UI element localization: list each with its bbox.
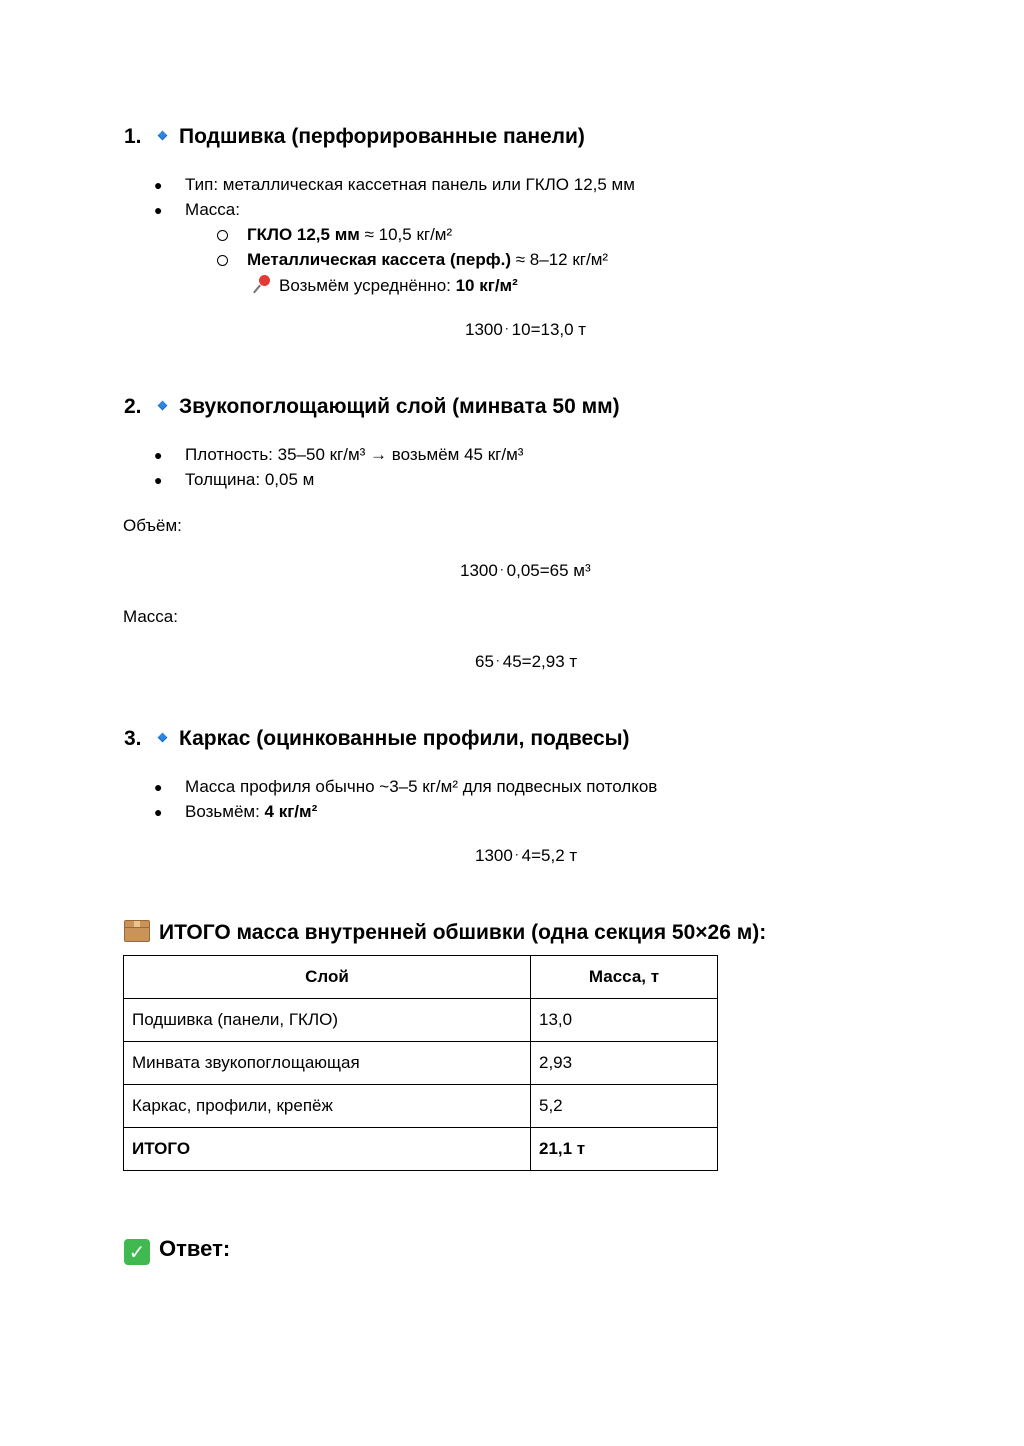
bullet-icon: ● — [154, 472, 163, 488]
section3-title: Каркас (оцинкованные профили, подвесы) — [179, 727, 630, 750]
bullet-icon: ● — [154, 447, 163, 463]
section2-bullet-thickness: Толщина: 0,05 м — [185, 470, 315, 489]
section1-subitem-gklo: ГКЛО 12,5 мм ≈ 10,5 кг/м² — [247, 225, 453, 244]
section3-bullet-take: Возьмём: 4 кг/м² — [185, 802, 318, 821]
table-cell: 5,2 — [531, 1085, 718, 1128]
answer-heading: ✓ Ответ: — [124, 1236, 230, 1265]
bullet-icon: ● — [154, 202, 163, 218]
blue-diamond-icon — [158, 401, 168, 411]
section3-bullet-profile: Масса профиля обычно ~3–5 кг/м² для подвесных потолков — [185, 777, 658, 796]
bullet-icon: ● — [154, 804, 163, 820]
column-header-layer: Слой — [124, 956, 531, 999]
section3-number: 3. — [124, 727, 142, 750]
section2-title: Звукопоглощающий слой (минвата 50 мм) — [179, 395, 620, 418]
bullet-icon: ● — [154, 779, 163, 795]
table-cell: Каркас, профили, крепёж — [124, 1085, 531, 1128]
table-cell: 2,93 — [531, 1042, 718, 1085]
section2-mass-formula: 65 ⋅ 45=2,93 т — [475, 652, 578, 671]
table-row — [124, 1085, 718, 1128]
section2-heading — [124, 394, 620, 420]
section1-bullet-mass: Масса: — [185, 200, 240, 219]
section1-number: 1. — [124, 125, 142, 148]
table-row — [124, 1042, 718, 1085]
section3-heading — [124, 726, 630, 752]
section1-title: Подшивка (перфорированные панели) — [179, 125, 585, 148]
section3-formula: 1300 ⋅ 4=5,2 т — [475, 846, 578, 865]
summary-table — [123, 955, 718, 1171]
section1-note: Возьмём усреднённо: 10 кг/м² — [253, 274, 518, 297]
table-cell: 13,0 — [531, 999, 718, 1042]
blue-diamond-icon — [158, 131, 168, 141]
check-mark-icon: ✓ — [124, 1239, 150, 1265]
total-label: ИТОГО — [124, 1128, 531, 1171]
circle-bullet-icon — [217, 230, 228, 241]
blue-diamond-icon — [158, 733, 168, 743]
section2-volume-formula: 1300 ⋅ 0,05=65 м³ — [460, 561, 591, 580]
table-cell: Минвата звукопоглощающая — [124, 1042, 531, 1085]
summary-heading: ИТОГО масса внутренней обшивки (одна секция 50×26 м): — [124, 920, 766, 946]
package-icon — [124, 920, 150, 942]
table-row — [124, 999, 718, 1042]
total-value: 21,1 т — [531, 1128, 718, 1171]
column-header-mass: Масса, т — [531, 956, 718, 999]
section2-volume-label: Объём: — [123, 516, 182, 535]
section1-subitem-cassette: Металлическая кассета (перф.) ≈ 8–12 кг/м² — [247, 250, 609, 269]
section1-bullet-type: Тип: металлическая кассетная панель или ГКЛО 12,5 мм — [185, 175, 635, 194]
circle-bullet-icon — [217, 255, 228, 266]
section2-bullet-density: Плотность: 35–50 кг/м³ → возьмём 45 кг/м³ — [185, 445, 524, 464]
table-total-row — [124, 1128, 718, 1171]
section1-heading — [124, 124, 585, 150]
bullet-icon: ● — [154, 177, 163, 193]
pushpin-icon — [253, 274, 273, 294]
section2-number: 2. — [124, 395, 142, 418]
table-cell: Подшивка (панели, ГКЛО) — [124, 999, 531, 1042]
section1-formula: 1300 ⋅ 10=13,0 т — [465, 320, 587, 339]
section2-mass-label: Масса: — [123, 607, 178, 626]
table-header-row — [124, 956, 718, 999]
